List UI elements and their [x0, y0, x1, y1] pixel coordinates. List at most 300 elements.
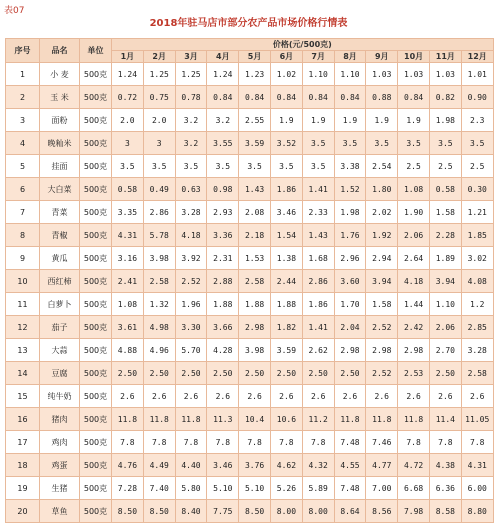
price-cell: 3.5 — [112, 155, 144, 178]
price-cell: 1.54 — [270, 224, 302, 247]
row-index: 16 — [6, 408, 40, 431]
price-cell: 2.5 — [461, 155, 493, 178]
unit-cell: 500克 — [80, 63, 112, 86]
row-index: 19 — [6, 477, 40, 500]
row-index: 20 — [6, 500, 40, 523]
price-cell: 1.41 — [302, 178, 334, 201]
price-cell: 2.6 — [143, 385, 175, 408]
price-cell: 0.78 — [175, 86, 207, 109]
product-name: 白萝卜 — [40, 293, 80, 316]
price-cell: 2.50 — [334, 362, 366, 385]
price-cell: 2.64 — [398, 247, 430, 270]
price-cell: 1.21 — [461, 201, 493, 224]
price-cell: 2.0 — [112, 109, 144, 132]
price-cell: 3.5 — [143, 155, 175, 178]
price-cell: 3.94 — [429, 270, 461, 293]
header-index: 序号 — [6, 39, 40, 63]
product-name: 茄子 — [40, 316, 80, 339]
price-cell: 3.52 — [270, 132, 302, 155]
price-cell: 3.61 — [112, 316, 144, 339]
price-cell: 2.54 — [366, 155, 398, 178]
header-month: 10月 — [398, 51, 430, 63]
price-cell: 8.50 — [112, 500, 144, 523]
price-cell: 1.24 — [112, 63, 144, 86]
price-cell: 2.70 — [429, 339, 461, 362]
price-cell: 0.98 — [207, 178, 239, 201]
price-cell: 2.52 — [175, 270, 207, 293]
price-cell: 4.76 — [112, 454, 144, 477]
price-cell: 11.8 — [334, 408, 366, 431]
header-month: 3月 — [175, 51, 207, 63]
unit-cell: 500克 — [80, 132, 112, 155]
product-name: 青菜 — [40, 201, 80, 224]
product-name: 大蒜 — [40, 339, 80, 362]
price-cell: 2.6 — [461, 385, 493, 408]
price-cell: 0.72 — [112, 86, 144, 109]
price-cell: 8.00 — [270, 500, 302, 523]
price-cell: 2.93 — [207, 201, 239, 224]
price-cell: 2.53 — [398, 362, 430, 385]
price-cell: 2.6 — [112, 385, 144, 408]
price-cell: 3.5 — [175, 155, 207, 178]
price-cell: 0.49 — [143, 178, 175, 201]
price-cell: 2.6 — [302, 385, 334, 408]
price-cell: 3.5 — [398, 132, 430, 155]
price-cell: 7.46 — [366, 431, 398, 454]
price-cell: 4.31 — [461, 454, 493, 477]
price-cell: 7.8 — [270, 431, 302, 454]
price-cell: 3.92 — [175, 247, 207, 270]
unit-cell: 500克 — [80, 155, 112, 178]
product-name: 鸡蛋 — [40, 454, 80, 477]
table-row — [6, 431, 494, 454]
table-row — [6, 247, 494, 270]
price-cell: 1.08 — [398, 178, 430, 201]
price-cell: 4.08 — [461, 270, 493, 293]
price-cell: 5.80 — [175, 477, 207, 500]
price-cell: 3.02 — [461, 247, 493, 270]
product-name: 西红柿 — [40, 270, 80, 293]
price-cell: 5.78 — [143, 224, 175, 247]
price-cell: 10.6 — [270, 408, 302, 431]
price-cell: 8.58 — [429, 500, 461, 523]
price-cell: 3.55 — [207, 132, 239, 155]
price-cell: 1.98 — [334, 201, 366, 224]
table-row — [6, 293, 494, 316]
row-index: 17 — [6, 431, 40, 454]
price-cell: 3.5 — [207, 155, 239, 178]
price-cell: 3.5 — [429, 132, 461, 155]
row-index: 5 — [6, 155, 40, 178]
price-cell: 11.4 — [429, 408, 461, 431]
price-cell: 1.41 — [302, 316, 334, 339]
price-cell: 2.6 — [334, 385, 366, 408]
price-cell: 1.88 — [239, 293, 271, 316]
price-cell: 2.08 — [239, 201, 271, 224]
price-cell: 1.9 — [334, 109, 366, 132]
price-cell: 3.30 — [175, 316, 207, 339]
price-cell: 11.8 — [366, 408, 398, 431]
price-cell: 8.50 — [143, 500, 175, 523]
table-row — [6, 477, 494, 500]
price-cell: 7.8 — [175, 431, 207, 454]
price-cell: 2.86 — [143, 201, 175, 224]
price-cell: 7.8 — [112, 431, 144, 454]
table-row — [6, 408, 494, 431]
product-name: 纯牛奶 — [40, 385, 80, 408]
table-row — [6, 86, 494, 109]
price-cell: 2.31 — [207, 247, 239, 270]
price-cell: 1.86 — [302, 293, 334, 316]
price-cell: 1.86 — [270, 178, 302, 201]
price-cell: 2.88 — [207, 270, 239, 293]
price-cell: 4.96 — [143, 339, 175, 362]
price-cell: 11.8 — [398, 408, 430, 431]
price-cell: 7.40 — [143, 477, 175, 500]
price-cell: 1.76 — [334, 224, 366, 247]
page-title: 2018年驻马店市部分农产品市场价格行情表 — [149, 18, 348, 29]
price-cell: 2.94 — [366, 247, 398, 270]
unit-cell: 500克 — [80, 408, 112, 431]
product-name: 面粉 — [40, 109, 80, 132]
price-cell: 2.62 — [302, 339, 334, 362]
price-cell: 2.52 — [366, 362, 398, 385]
price-cell: 1.9 — [270, 109, 302, 132]
price-table — [5, 38, 494, 523]
price-cell: 2.6 — [175, 385, 207, 408]
price-cell: 1.88 — [207, 293, 239, 316]
product-name: 小 麦 — [40, 63, 80, 86]
table-row — [6, 362, 494, 385]
price-cell: 3.36 — [207, 224, 239, 247]
price-cell: 0.58 — [112, 178, 144, 201]
price-cell: 0.30 — [461, 178, 493, 201]
header-unit: 单位 — [80, 39, 112, 63]
price-cell: 4.18 — [175, 224, 207, 247]
header-month: 12月 — [461, 51, 493, 63]
price-cell: 2.3 — [461, 109, 493, 132]
row-index: 4 — [6, 132, 40, 155]
price-cell: 3.5 — [239, 155, 271, 178]
row-index: 11 — [6, 293, 40, 316]
price-cell: 1.88 — [270, 293, 302, 316]
price-cell: 1.38 — [270, 247, 302, 270]
product-name: 猪肉 — [40, 408, 80, 431]
price-cell: 11.8 — [175, 408, 207, 431]
price-cell: 3.38 — [334, 155, 366, 178]
price-cell: 3.66 — [207, 316, 239, 339]
price-cell: 1.96 — [175, 293, 207, 316]
price-cell: 0.88 — [366, 86, 398, 109]
price-cell: 2.5 — [398, 155, 430, 178]
price-cell: 3.5 — [334, 132, 366, 155]
price-cell: 0.82 — [429, 86, 461, 109]
header-name: 品名 — [40, 39, 80, 63]
price-cell: 0.84 — [302, 86, 334, 109]
price-cell: 1.01 — [461, 63, 493, 86]
price-cell: 3.28 — [461, 339, 493, 362]
price-cell: 0.63 — [175, 178, 207, 201]
table-row — [6, 385, 494, 408]
price-cell: 4.49 — [143, 454, 175, 477]
price-cell: 1.10 — [334, 63, 366, 86]
price-cell: 4.32 — [302, 454, 334, 477]
price-cell: 2.50 — [143, 362, 175, 385]
price-cell: 2.85 — [461, 316, 493, 339]
price-cell: 2.6 — [239, 385, 271, 408]
price-cell: 1.9 — [366, 109, 398, 132]
row-index: 2 — [6, 86, 40, 109]
table-row — [6, 63, 494, 86]
price-cell: 1.70 — [334, 293, 366, 316]
product-name: 玉 米 — [40, 86, 80, 109]
unit-cell: 500克 — [80, 178, 112, 201]
price-cell: 1.03 — [429, 63, 461, 86]
price-cell: 2.18 — [239, 224, 271, 247]
price-cell: 6.36 — [429, 477, 461, 500]
price-cell: 4.72 — [398, 454, 430, 477]
price-cell: 2.6 — [398, 385, 430, 408]
header-month: 9月 — [366, 51, 398, 63]
price-cell: 3.76 — [239, 454, 271, 477]
price-cell: 4.31 — [112, 224, 144, 247]
row-index: 13 — [6, 339, 40, 362]
price-cell: 0.84 — [239, 86, 271, 109]
header-month: 2月 — [143, 51, 175, 63]
price-cell: 1.25 — [175, 63, 207, 86]
price-cell: 7.8 — [302, 431, 334, 454]
price-cell: 11.8 — [143, 408, 175, 431]
price-cell: 3.46 — [270, 201, 302, 224]
price-cell: 1.89 — [429, 247, 461, 270]
price-cell: 11.3 — [207, 408, 239, 431]
header-price-group: 价格(元/500克) — [112, 39, 494, 51]
price-cell: 2.98 — [366, 339, 398, 362]
price-cell: 4.77 — [366, 454, 398, 477]
price-cell: 2.6 — [207, 385, 239, 408]
price-cell: 0.90 — [461, 86, 493, 109]
price-cell: 3.5 — [270, 155, 302, 178]
product-name: 晚籼米 — [40, 132, 80, 155]
price-cell: 3.2 — [175, 132, 207, 155]
price-cell: 2.5 — [429, 155, 461, 178]
price-cell: 5.89 — [302, 477, 334, 500]
price-cell: 2.06 — [398, 224, 430, 247]
price-cell: 7.75 — [207, 500, 239, 523]
price-cell: 8.56 — [366, 500, 398, 523]
row-index: 18 — [6, 454, 40, 477]
price-cell: 1.58 — [429, 201, 461, 224]
price-cell: 0.84 — [334, 86, 366, 109]
price-cell: 11.05 — [461, 408, 493, 431]
price-cell: 4.98 — [143, 316, 175, 339]
price-cell: 2.98 — [334, 339, 366, 362]
price-cell: 3.94 — [366, 270, 398, 293]
price-cell: 1.25 — [143, 63, 175, 86]
row-index: 15 — [6, 385, 40, 408]
row-index: 7 — [6, 201, 40, 224]
price-cell: 2.44 — [270, 270, 302, 293]
price-cell: 4.40 — [175, 454, 207, 477]
price-cell: 1.80 — [366, 178, 398, 201]
price-cell: 1.85 — [461, 224, 493, 247]
price-cell: 3.98 — [143, 247, 175, 270]
price-cell: 8.80 — [461, 500, 493, 523]
row-index: 9 — [6, 247, 40, 270]
table-row — [6, 132, 494, 155]
header-month: 1月 — [112, 51, 144, 63]
price-cell: 1.58 — [366, 293, 398, 316]
price-cell: 1.53 — [239, 247, 271, 270]
price-cell: 1.92 — [366, 224, 398, 247]
price-cell: 1.43 — [239, 178, 271, 201]
price-cell: 5.70 — [175, 339, 207, 362]
row-index: 3 — [6, 109, 40, 132]
header-month: 5月 — [239, 51, 271, 63]
price-cell: 2.58 — [143, 270, 175, 293]
price-cell: 3.16 — [112, 247, 144, 270]
price-cell: 2.02 — [366, 201, 398, 224]
table-row — [6, 500, 494, 523]
price-cell: 2.33 — [302, 201, 334, 224]
price-cell: 1.08 — [112, 293, 144, 316]
table-number-tag: 表07 — [4, 6, 25, 16]
price-cell: 4.55 — [334, 454, 366, 477]
price-cell: 1.90 — [398, 201, 430, 224]
price-cell: 2.0 — [143, 109, 175, 132]
price-cell: 1.9 — [398, 109, 430, 132]
table-row — [6, 178, 494, 201]
price-cell: 7.8 — [143, 431, 175, 454]
price-cell: 4.62 — [270, 454, 302, 477]
price-cell: 0.84 — [270, 86, 302, 109]
price-cell: 7.8 — [207, 431, 239, 454]
table-row — [6, 316, 494, 339]
price-cell: 1.43 — [302, 224, 334, 247]
price-cell: 1.82 — [270, 316, 302, 339]
price-cell: 10.4 — [239, 408, 271, 431]
price-cell: 3.5 — [302, 132, 334, 155]
price-cell: 3.2 — [207, 109, 239, 132]
price-cell: 7.8 — [398, 431, 430, 454]
unit-cell: 500克 — [80, 500, 112, 523]
price-cell: 2.6 — [366, 385, 398, 408]
price-cell: 3.2 — [175, 109, 207, 132]
price-cell: 2.50 — [207, 362, 239, 385]
price-cell: 2.50 — [429, 362, 461, 385]
unit-cell: 500克 — [80, 431, 112, 454]
price-cell: 1.32 — [143, 293, 175, 316]
header-month: 6月 — [270, 51, 302, 63]
product-name: 生猪 — [40, 477, 80, 500]
price-cell: 3.5 — [366, 132, 398, 155]
price-cell: 5.26 — [270, 477, 302, 500]
table-header — [6, 39, 494, 63]
price-cell: 2.86 — [302, 270, 334, 293]
table-row — [6, 201, 494, 224]
price-cell: 7.8 — [461, 431, 493, 454]
row-index: 14 — [6, 362, 40, 385]
price-cell: 11.2 — [302, 408, 334, 431]
price-cell: 4.88 — [112, 339, 144, 362]
price-cell: 0.58 — [429, 178, 461, 201]
unit-cell: 500克 — [80, 385, 112, 408]
price-cell: 3.5 — [302, 155, 334, 178]
product-name: 鸡肉 — [40, 431, 80, 454]
product-name: 豆腐 — [40, 362, 80, 385]
price-cell: 6.00 — [461, 477, 493, 500]
header-month: 4月 — [207, 51, 239, 63]
price-cell: 7.00 — [366, 477, 398, 500]
table-row — [6, 109, 494, 132]
price-cell: 1.24 — [207, 63, 239, 86]
price-cell: 7.48 — [334, 477, 366, 500]
table-row — [6, 454, 494, 477]
price-cell: 2.58 — [239, 270, 271, 293]
product-name: 草鱼 — [40, 500, 80, 523]
price-cell: 3.35 — [112, 201, 144, 224]
table-row — [6, 224, 494, 247]
price-cell: 1.2 — [461, 293, 493, 316]
product-name: 青椒 — [40, 224, 80, 247]
price-cell: 2.96 — [334, 247, 366, 270]
unit-cell: 500克 — [80, 477, 112, 500]
unit-cell: 500克 — [80, 86, 112, 109]
price-cell: 3.46 — [207, 454, 239, 477]
unit-cell: 500克 — [80, 224, 112, 247]
price-cell: 3.60 — [334, 270, 366, 293]
price-cell: 1.44 — [398, 293, 430, 316]
price-cell: 0.75 — [143, 86, 175, 109]
price-cell: 2.41 — [112, 270, 144, 293]
price-cell: 2.50 — [270, 362, 302, 385]
price-cell: 1.03 — [398, 63, 430, 86]
table-row — [6, 155, 494, 178]
product-name: 挂面 — [40, 155, 80, 178]
price-cell: 2.98 — [239, 316, 271, 339]
price-cell: 1.10 — [429, 293, 461, 316]
price-cell: 5.10 — [207, 477, 239, 500]
price-cell: 1.9 — [302, 109, 334, 132]
price-cell: 1.98 — [429, 109, 461, 132]
unit-cell: 500克 — [80, 454, 112, 477]
price-cell: 2.28 — [429, 224, 461, 247]
unit-cell: 500克 — [80, 362, 112, 385]
price-cell: 0.84 — [398, 86, 430, 109]
price-cell: 6.68 — [398, 477, 430, 500]
price-cell: 3 — [143, 132, 175, 155]
price-cell: 2.6 — [270, 385, 302, 408]
price-cell: 7.48 — [334, 431, 366, 454]
header-month: 8月 — [334, 51, 366, 63]
unit-cell: 500克 — [80, 109, 112, 132]
row-index: 6 — [6, 178, 40, 201]
row-index: 10 — [6, 270, 40, 293]
price-cell: 3.98 — [239, 339, 271, 362]
price-cell: 1.23 — [239, 63, 271, 86]
table-body — [6, 63, 494, 523]
price-cell: 1.10 — [302, 63, 334, 86]
price-cell: 7.98 — [398, 500, 430, 523]
row-index: 1 — [6, 63, 40, 86]
price-cell: 11.8 — [112, 408, 144, 431]
unit-cell: 500克 — [80, 293, 112, 316]
price-cell: 4.28 — [207, 339, 239, 362]
table-row — [6, 339, 494, 362]
price-cell: 2.42 — [398, 316, 430, 339]
price-cell: 8.00 — [302, 500, 334, 523]
price-cell: 4.38 — [429, 454, 461, 477]
